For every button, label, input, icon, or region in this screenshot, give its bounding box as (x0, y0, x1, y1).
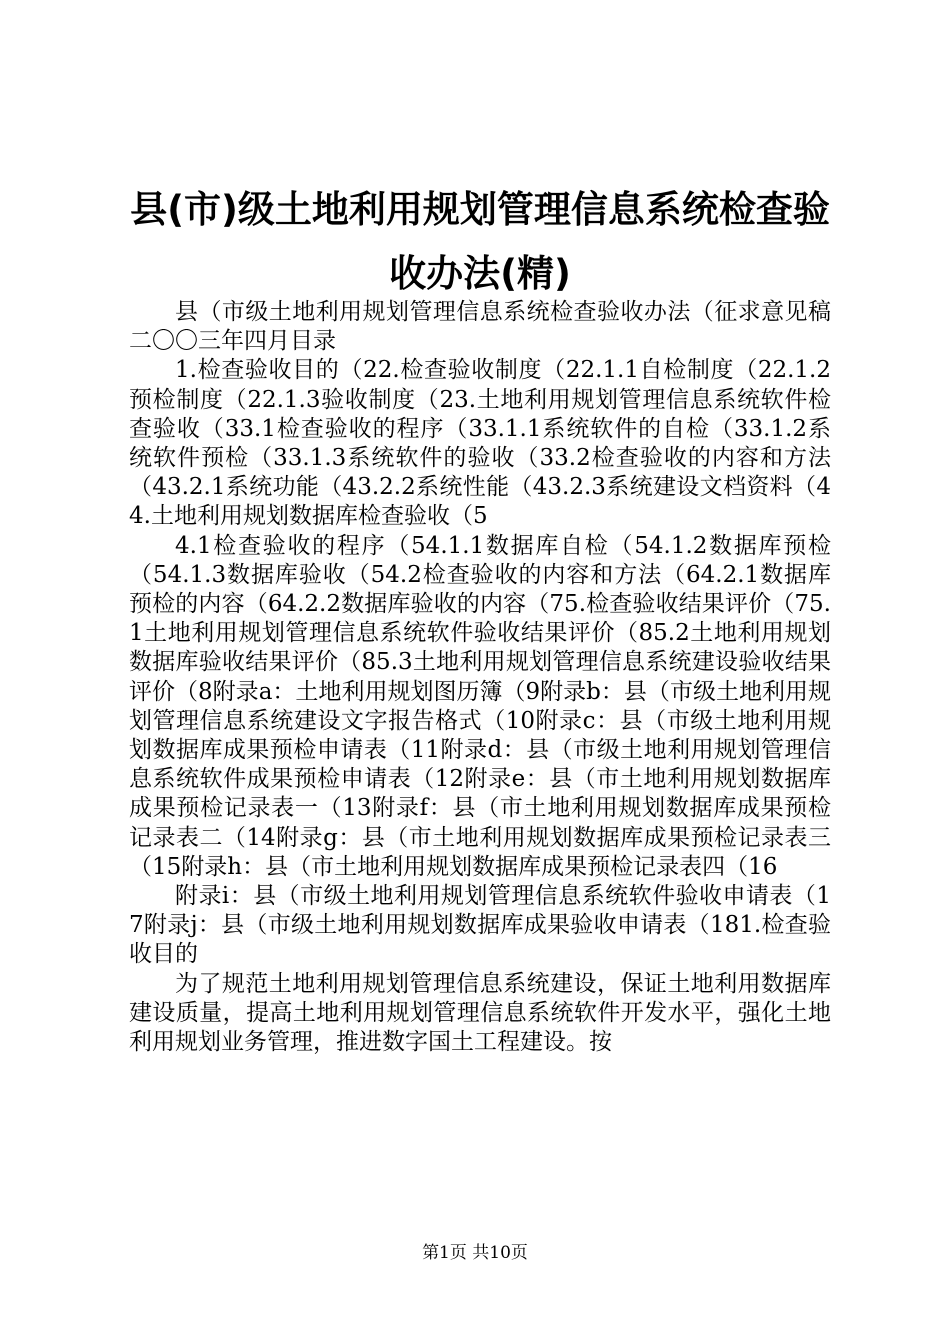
paragraph-intro: 县（市级土地利用规划管理信息系统检查验收办法（征求意见稿二〇〇三年四月目录 (129, 299, 831, 355)
document-title: 县(市)级土地利用规划管理信息系统检查验收办法(精) (130, 188, 830, 295)
page-number-footer: 第1页 共10页 (422, 1243, 528, 1263)
paragraph-toc-part3: 附录i：县（市级土地利用规划管理信息系统软件验收申请表（17附录j：县（市级土地利用规划数据库成果验收申请表（181.检查验收目的 (129, 883, 831, 968)
document-body (129, 298, 831, 1057)
paragraph-purpose: 为了规范土地利用规划管理信息系统建设，保证土地利用数据库建设质量，提高土地利用规划管理信息系统软件开发水平，强化土地利用规划业务管理，推进数字国土工程建设。按 (129, 970, 831, 1056)
paragraph-toc-part1: 1.检查验收目的（22.检查验收制度（22.1.1自检制度（22.1.2预检制度（22.1.3验收制度（23.土地利用规划管理信息系统软件检查验收（33.1检查验收的程序（33.1.1系统软件的自检（33.1.2系统软件预检（33.1.3系统软件的验收（33.2检查验收的内容和方法（43.2.1系统功能（43.2.2系统性能（43.2.3系统建设文档资料（44.土地利用规划数据库检查验收（5 (129, 357, 831, 530)
paragraph-toc-part2: 4.1检查验收的程序（54.1.1数据库自检（54.1.2数据库预检（54.1.3数据库验收（54.2检查验收的内容和方法（64.2.1数据库预检的内容（64.2.2数据库验收的内容（75.检查验收结果评价（75.1土地利用规划管理信息系统软件验收结果评价（85.2土地利用规划数据库验收结果评价（85.3土地利用规划管理信息系统建设验收结果评价（8附录a：土地利用规划图历簿（9附录b：县（市级土地利用规划管理信息系统建设文字报告格式（10附录c：县（市级土地利用规划数据库成果预检申请表（11附录d：县（市级土地利用规划管理信息系统软件成果预检申请表（12附录e：县（市土地利用规划数据库成果预检记录表一（13附录f：县（市土地利用规划数据库成果预检记录表二（14附录g：县（市土地利用规划数据库成果预检记录表三（15附录h：县（市土地利用规划数据库成果预检记录表四（16 (129, 532, 831, 880)
